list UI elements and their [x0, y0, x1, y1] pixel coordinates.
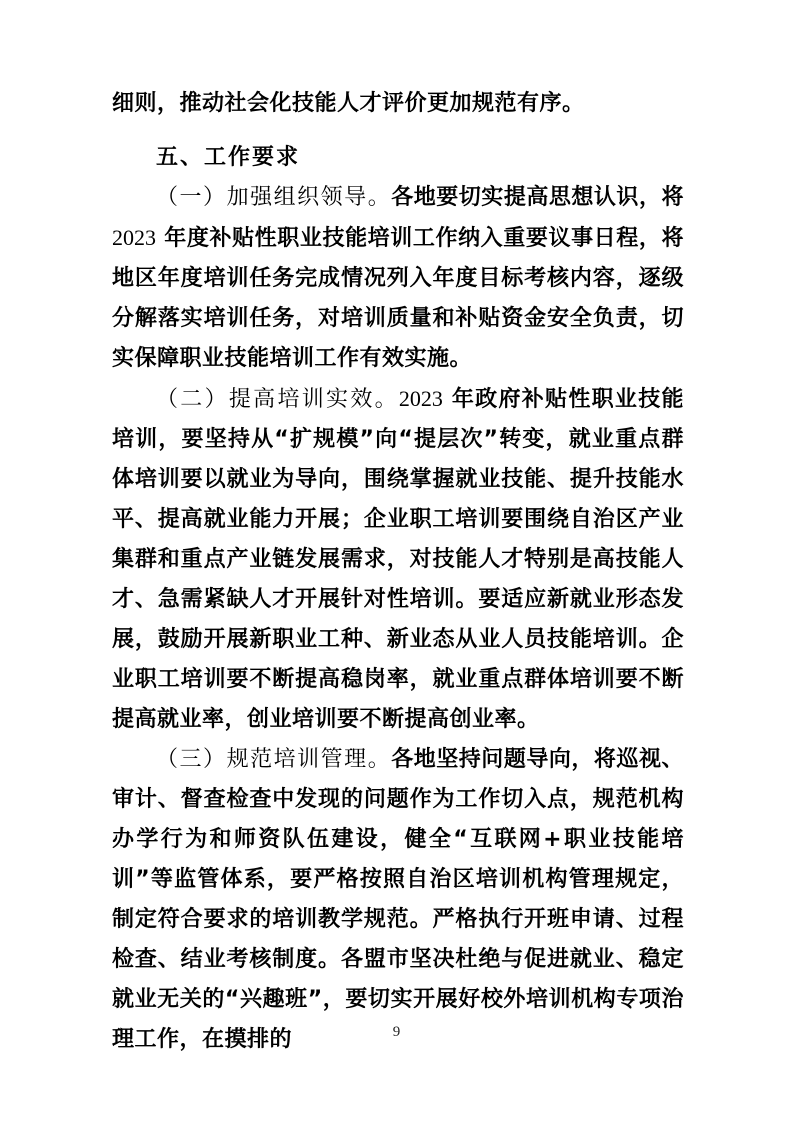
section-heading [112, 138, 684, 178]
paragraph-1-text: 各地要切实提高思想认识，将 [391, 185, 684, 210]
paragraph-2-year: 2023 [398, 386, 443, 411]
document-content [112, 84, 684, 1060]
paragraph-text: 细则，推动社会化技能人才评价更加规范有序。 [112, 91, 585, 116]
paragraph-2-lead: （二）提高培训实效。 [156, 387, 399, 412]
paragraph-2-body: 年政府补贴性职业技能培训，要坚持从“扩规模”向“提层次”转变，就业重点群体培训要以就业为导向，围绕掌握就业技能、提升技能水平、提高就业能力开展；企业职工培训要围绕自治区产业集群和重点产业链发展需求，对技能人才特别是高技能人才、急需紧缺人才开展针对性培训。要适应新就业形态发展，鼓励开展新职业工种、新业态从业人员技能培训。企业职工培训要不断提高稳岗率，就业重点群体培训要不断提高就业率，创业培训要不断提高创业率。 [112, 387, 684, 732]
section-heading-text: 五、工作要求 [156, 145, 301, 170]
paragraph-3-body: 各地坚持问题导向，将巡视、审计、督查检查中发现的问题作为工作切入点，规范机构办学行为和师资队伍建设，健全“互联网+职业技能培训”等监管体系，要严格按照自治区培训机构管理规定，制定符合要求的培训教学规范。严格执行开班申请、过程检查、结业考核制度。各盟市坚决杜绝与促进就业、稳定就业无关的“兴趣班”，要切实开展好校外培训机构专项治理工作，在摸排的 [112, 747, 684, 1052]
paragraph-3-lead: （三）规范培训管理。 [156, 747, 392, 772]
paragraph-1-year: 2023 [112, 225, 156, 250]
paragraph-2 [112, 379, 684, 740]
paragraph-3 [112, 740, 684, 1060]
paragraph-continuation [112, 84, 684, 124]
paragraph-1 [112, 178, 684, 379]
paragraph-1-body: 年度补贴性职业技能培训工作纳入重要议事日程，将地区年度培训任务完成情况列入年度目标考核内容，逐级分解落实培训任务，对培训质量和补贴资金安全负责，切实保障职业技能培训工作有效实施。 [112, 226, 684, 371]
paragraph-1-lead: （一）加强组织领导。 [156, 185, 392, 210]
page-number: 9 [392, 1024, 401, 1040]
